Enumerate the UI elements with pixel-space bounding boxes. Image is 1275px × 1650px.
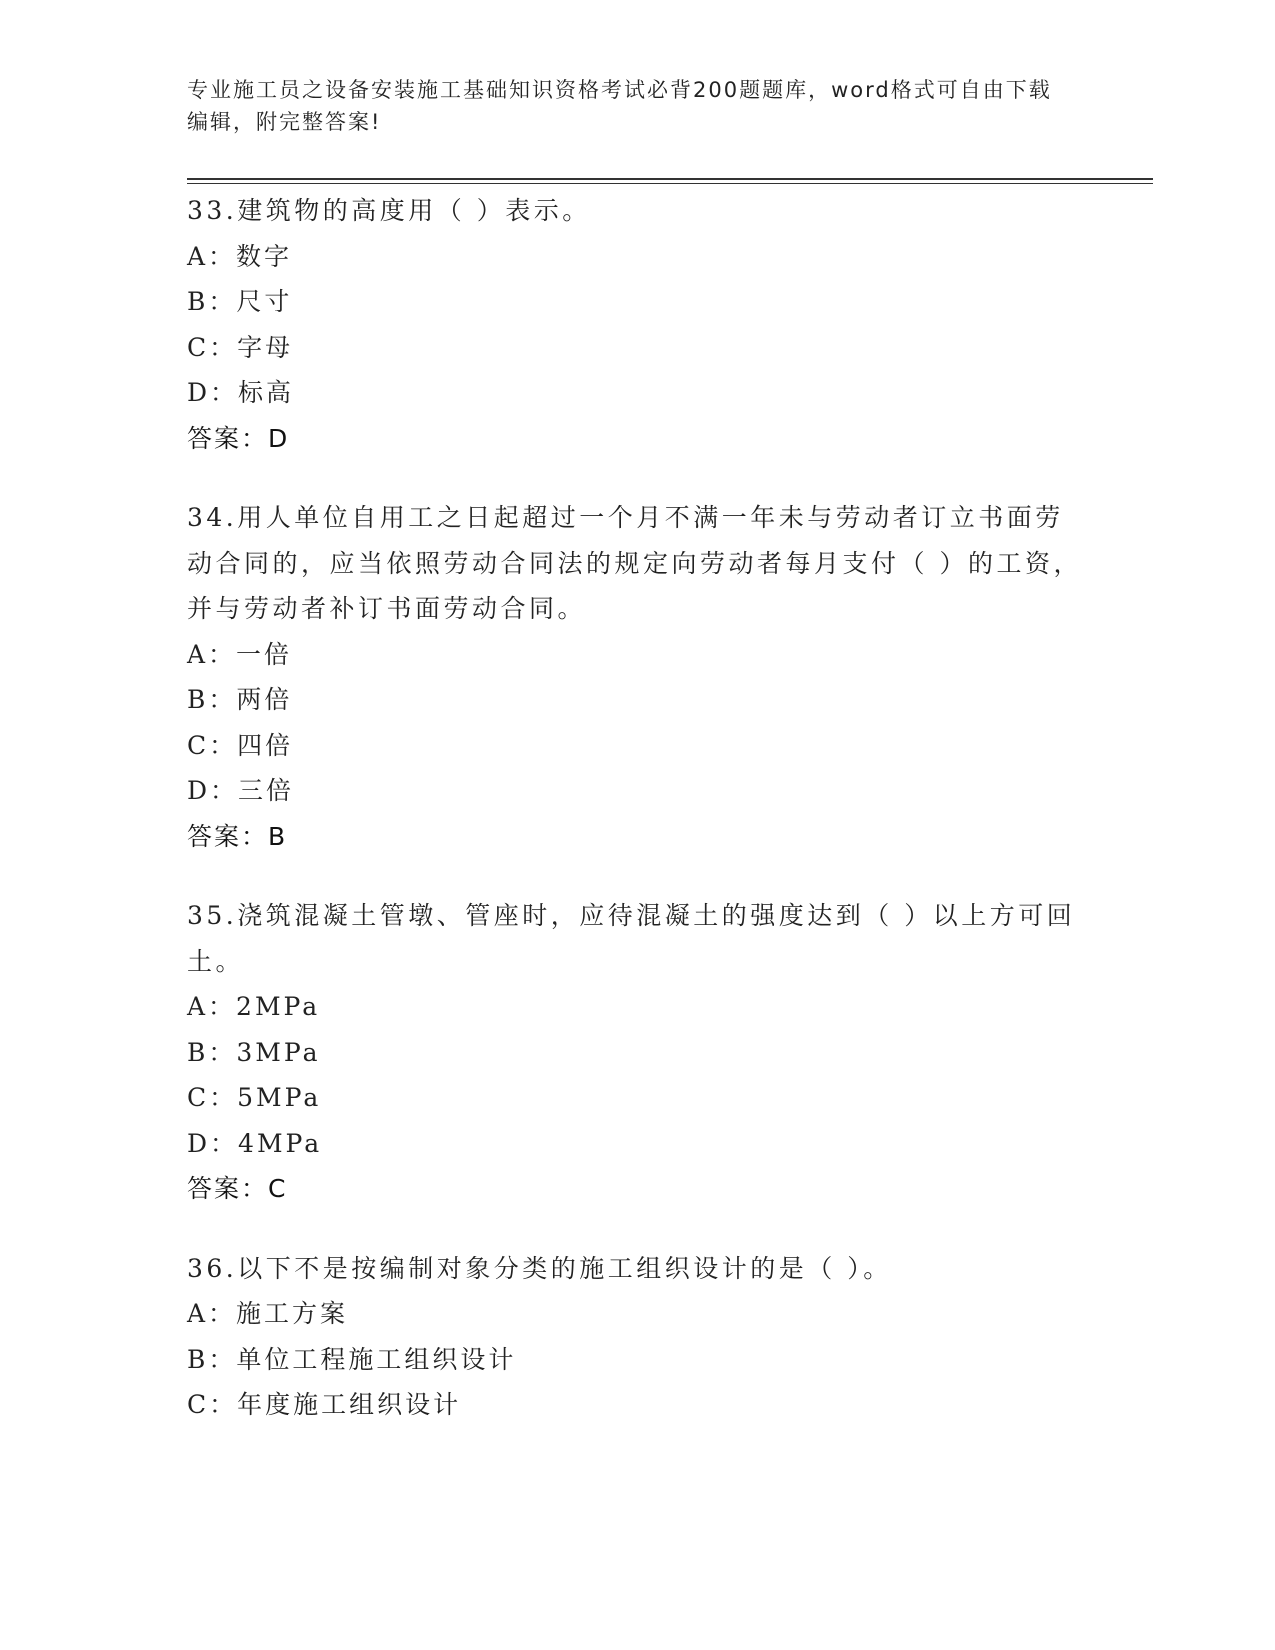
option-c: C：字母 xyxy=(187,332,294,362)
answer-line: 答案：C xyxy=(187,1174,288,1203)
header-divider-thin xyxy=(187,183,1153,184)
answer-line: 答案：D xyxy=(187,423,290,453)
question-stem: 35.浇筑混凝土管墩、管座时，应待混凝土的强度达到（ ）以上方可回土。 xyxy=(187,901,1076,976)
option-b: B：两倍 xyxy=(187,685,293,714)
answer-line: 答案：B xyxy=(187,821,288,851)
question-34 xyxy=(187,495,1087,859)
option-c: C：四倍 xyxy=(187,730,294,760)
question-stem: 33.建筑物的高度用（ ）表示。 xyxy=(187,196,591,225)
option-a: A：施工方案 xyxy=(187,1299,349,1328)
option-a: A：一倍 xyxy=(187,639,293,669)
option-c: C：年度施工组织设计 xyxy=(187,1390,462,1419)
option-c: C：5MPa xyxy=(187,1083,322,1112)
question-35 xyxy=(187,893,1087,1212)
option-a: A：2MPa xyxy=(187,992,321,1021)
option-b: B：3MPa xyxy=(187,1037,321,1067)
question-33 xyxy=(187,188,1087,461)
option-b: B：尺寸 xyxy=(187,287,293,316)
question-36 xyxy=(187,1246,1087,1428)
question-stem: 34.用人单位自用工之日起超过一个月不满一年未与劳动者订立书面劳动合同的，应当依照劳动合同法的规定向劳动者每月支付（ ）的工资，并与劳动者补订书面劳动合同。 xyxy=(187,503,1082,623)
option-a: A：数字 xyxy=(187,241,293,271)
option-d: D：4MPa xyxy=(187,1128,323,1158)
question-list xyxy=(187,188,1087,1462)
option-d: D：标高 xyxy=(187,378,295,407)
header-divider-thick xyxy=(187,178,1153,180)
option-d: D：三倍 xyxy=(187,776,295,805)
document-header: 专业施工员之设备安装施工基础知识资格考试必背200题题库，word格式可自由下载编辑，附完整答案! xyxy=(187,78,1052,134)
question-stem: 36.以下不是按编制对象分类的施工组织设计的是（ ）。 xyxy=(187,1253,892,1283)
option-b: B：单位工程施工组织设计 xyxy=(187,1344,517,1374)
